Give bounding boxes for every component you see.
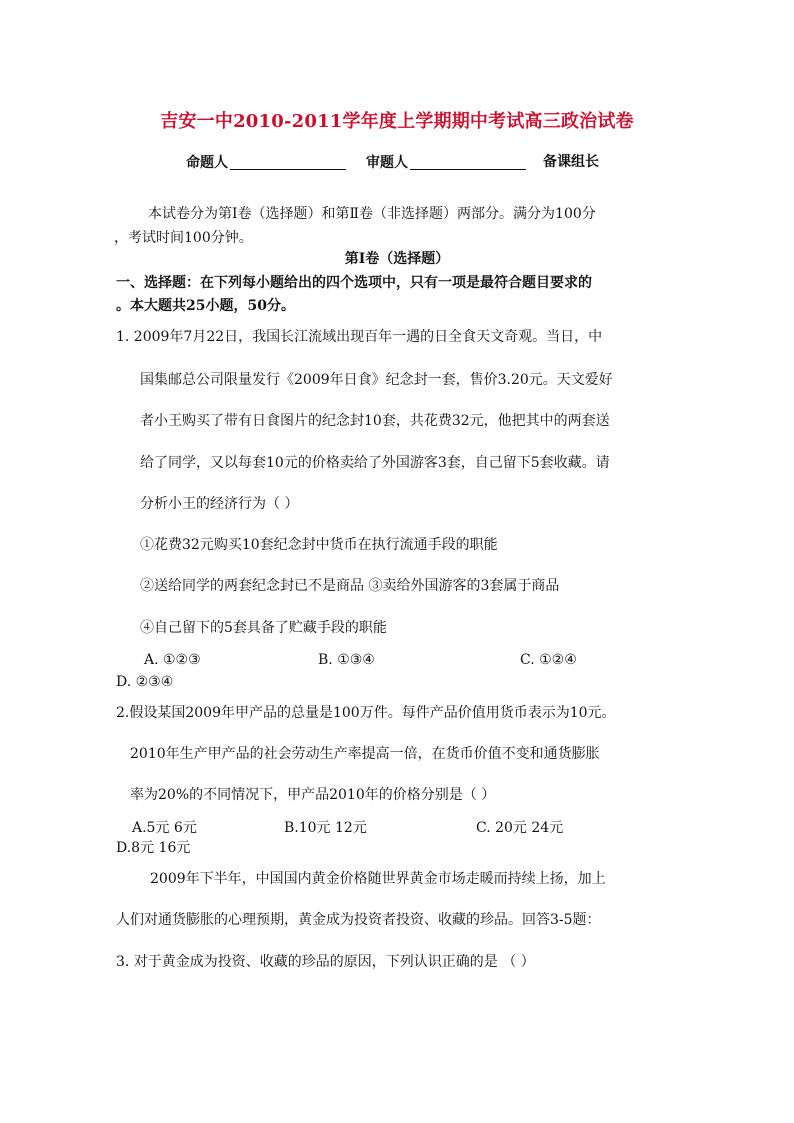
q1-option-a: A. ①②③ (144, 652, 201, 668)
setter-label-text: 命题人 (186, 155, 228, 171)
reviewer-label (366, 155, 526, 170)
q2-option-a: A.5元 6元 (132, 820, 197, 836)
q1-line-2: 国集邮总公司限量发行《2009年日食》纪念封一套，售价3.20元。天文爱好 (140, 372, 613, 388)
q2-option-c: C. 20元 24元 (476, 820, 564, 836)
reviewer-blank (410, 155, 526, 170)
setter-label (186, 155, 346, 170)
q1-statement-2: ②送给同学的两套纪念封已不是商品 ③卖给外国游客的3套属于商品 (140, 578, 560, 594)
q1-line-3: 者小王购买了带有日食图片的纪念封10套，共花费32元，他把其中的两套送 (140, 413, 610, 429)
intro-line-1: 本试卷分为第Ⅰ卷（选择题）和第Ⅱ卷（非选择题）两部分。满分为100分 (148, 206, 596, 222)
material-line-2: 人们对通货膨胀的心理预期，黄金成为投资者投资、收藏的珍品。回答3-5题： (116, 912, 601, 928)
exam-title: 吉安一中2010-2011学年度上学期期中考试高三政治试卷 (160, 111, 634, 132)
reviewer-label-text: 审题人 (366, 155, 408, 171)
q2-line-1: 2.假设某国2009年甲产品的总量是100万件。每件产品价值用货币表示为10元。 (116, 705, 616, 721)
q2-option-b: B.10元 12元 (284, 820, 367, 836)
q1-statement-1: ①花费32元购买10套纪念封中货币在执行流通手段的职能 (140, 537, 498, 553)
section-instruction-2: 。本大题共25小题，50分。 (116, 298, 295, 314)
q1-line-1: 1. 2009年7月22日，我国长江流域出现百年一遇的日全食天文奇观。当日，中 (116, 329, 603, 345)
section-instruction-1: 一、选择题：在下列每小题给出的四个选项中，只有一项是最符合题目要求的 (116, 275, 592, 291)
q1-line-4: 给了同学，又以每套10元的价格卖给了外国游客3套，自己留下5套收藏。请 (140, 455, 610, 471)
q3-line: 3. 对于黄金成为投资、收藏的珍品的原因，下列认识正确的是 （ ） (116, 954, 535, 970)
group-head-label: 备课组长 (543, 154, 599, 170)
setter-blank (230, 155, 346, 170)
q2-option-d: D.8元 16元 (116, 840, 191, 856)
q1-option-b: B. ①③④ (318, 652, 375, 668)
q1-option-d: D. ②③④ (116, 674, 174, 690)
q2-line-2: 2010年生产甲产品的社会劳动生产率提高一倍，在货币价值不变和通货膨胀 (130, 746, 600, 762)
material-line-1: 2009年下半年，中国国内黄金价格随世界黄金市场走暖而持续上扬，加上 (150, 871, 606, 887)
q1-statement-3: ④自己留下的5套具备了贮藏手段的职能 (140, 620, 387, 636)
q2-line-3: 率为20%的不同情况下，甲产品2010年的价格分别是（ ） (130, 787, 496, 803)
q1-line-5: 分析小王的经济行为（ ） (140, 496, 299, 512)
intro-line-2: ，考试时间100分钟。 (114, 230, 253, 246)
section-heading: 第Ⅰ卷（选择题） (344, 251, 450, 267)
q1-option-c: C. ①②④ (520, 652, 577, 668)
